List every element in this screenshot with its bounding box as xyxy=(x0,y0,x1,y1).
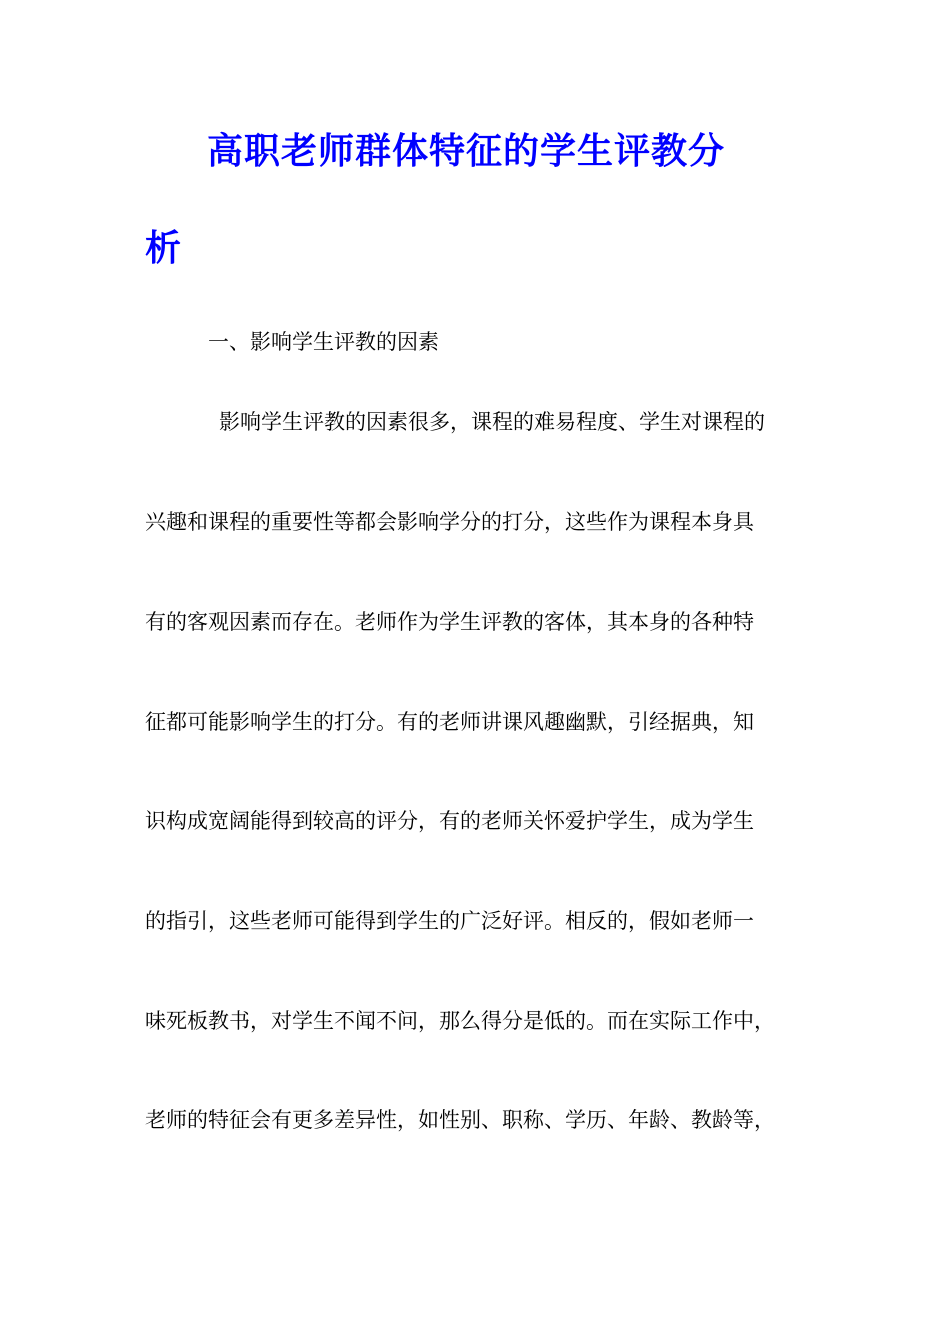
section-heading: 一、影响学生评教的因素 xyxy=(208,330,439,354)
document-title-line-1: 高职老师群体特征的学生评教分 xyxy=(207,130,726,172)
document-title-line-2: 析 xyxy=(145,227,182,269)
paragraph-line-1: 影响学生评教的因素很多，课程的难易程度、学生对课程的 xyxy=(219,410,765,434)
paragraph-line-6: 的指引，这些老师可能得到学生的广泛好评。相反的，假如老师一 xyxy=(145,909,754,933)
paragraph-line-5: 识构成宽阔能得到较高的评分，有的老师关怀爱护学生，成为学生 xyxy=(145,809,754,833)
paragraph-line-2: 兴趣和课程的重要性等都会影响学分的打分，这些作为课程本身具 xyxy=(145,510,754,534)
paragraph-line-7: 味死板教书，对学生不闻不问，那么得分是低的。而在实际工作中， xyxy=(145,1009,775,1033)
paragraph-line-8: 老师的特征会有更多差异性，如性别、职称、学历、年龄、教龄等， xyxy=(145,1108,775,1132)
paragraph-line-3: 有的客观因素而存在。老师作为学生评教的客体，其本身的各种特 xyxy=(145,610,754,634)
paragraph-line-4: 征都可能影响学生的打分。有的老师讲课风趣幽默，引经据典，知 xyxy=(145,710,754,734)
